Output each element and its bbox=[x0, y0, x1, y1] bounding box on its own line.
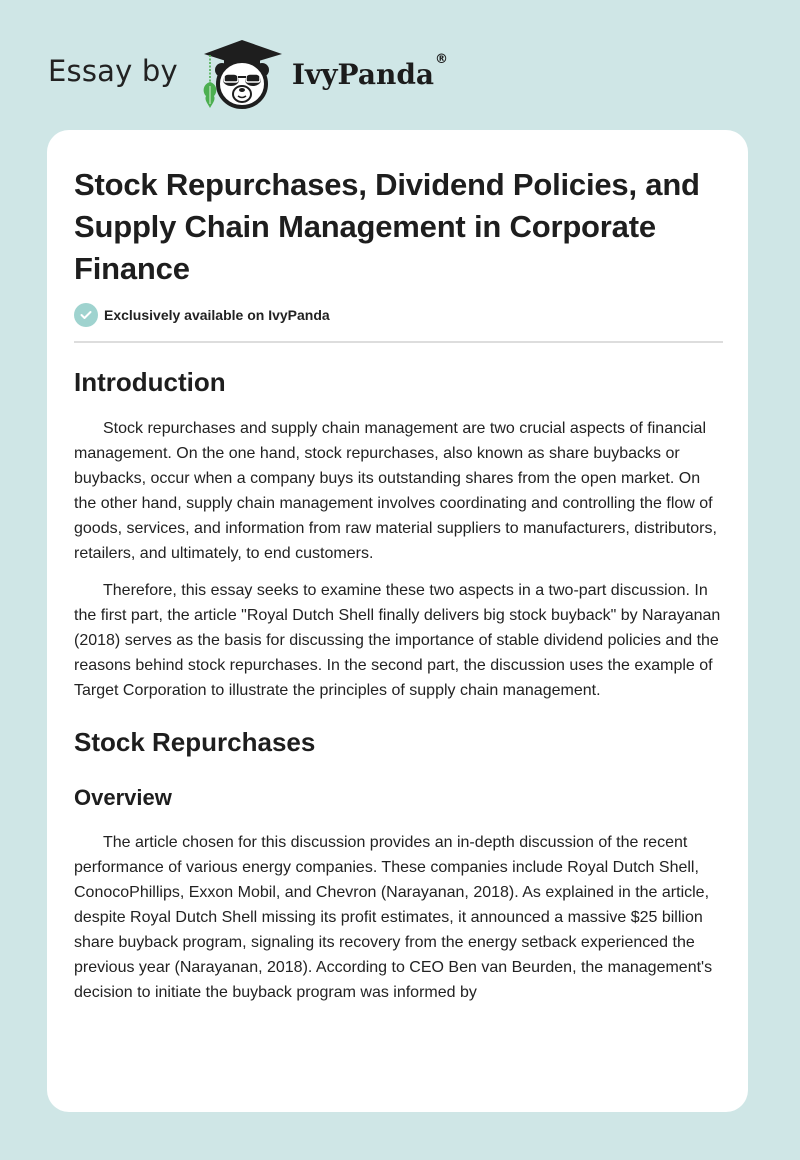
site-header bbox=[48, 36, 448, 110]
registered-mark: ® bbox=[435, 51, 449, 67]
divider bbox=[74, 341, 723, 343]
panda-graduate-icon[interactable] bbox=[200, 36, 284, 110]
badge-text: Exclusively available on IvyPanda bbox=[104, 307, 330, 323]
check-circle-icon bbox=[74, 303, 98, 327]
paragraph: Stock repurchases and supply chain management are two crucial aspects of financial management. On the one hand, stock repurchases, also known as share buybacks or buybacks, occur when a company buys its outstanding shares from the open market. On the other hand, supply chain management involves coordinating and controlling the flow of goods, services, and information from raw material suppliers to manufacturers, distributors, retailers, and ultimately, to end customers. bbox=[74, 420, 717, 562]
subsection-heading: Overview bbox=[74, 785, 172, 810]
page-title: Stock Repurchases, Dividend Policies, and Supply Chain Management in Corporate Finance bbox=[74, 167, 700, 286]
brand-name[interactable]: IvyPanda® bbox=[291, 51, 449, 91]
paragraph: The article chosen for this discussion provides an in-depth discussion of the recent performance of various energy companies. These companies include Royal Dutch Shell, ConocoPhillips, Exxon Mobil, and Chevron (Narayanan, 2018). As explained in the article, despite Royal Dutch Shell missing its profit estimates, it announced a massive $25 billion share buyback program, signaling its recovery from the energy setback experienced the previous year (Narayanan, 2018). According to CEO Ben van Beurden, the management's decision to initiate the buyback program was informed by bbox=[74, 834, 713, 1001]
brand-prefix: Essay by bbox=[48, 54, 178, 88]
section-heading: Stock Repurchases bbox=[74, 727, 316, 757]
exclusive-badge bbox=[74, 303, 722, 327]
essay-card bbox=[47, 130, 748, 1112]
section-introduction bbox=[74, 366, 722, 703]
paragraph: Therefore, this essay seeks to examine these two aspects in a two-part discussion. In the first part, the article "Royal Dutch Shell finally delivers big stock buyback" by Narayanan (2018) serves as the basis for discussing the importance of stable dividend policies and the reasons behind stock repurchases. In the second part, the discussion uses the example of Target Corporation to illustrate the principles of supply chain management. bbox=[74, 582, 721, 699]
section-heading: Introduction bbox=[74, 367, 226, 397]
section-stock-repurchases bbox=[74, 726, 722, 1005]
